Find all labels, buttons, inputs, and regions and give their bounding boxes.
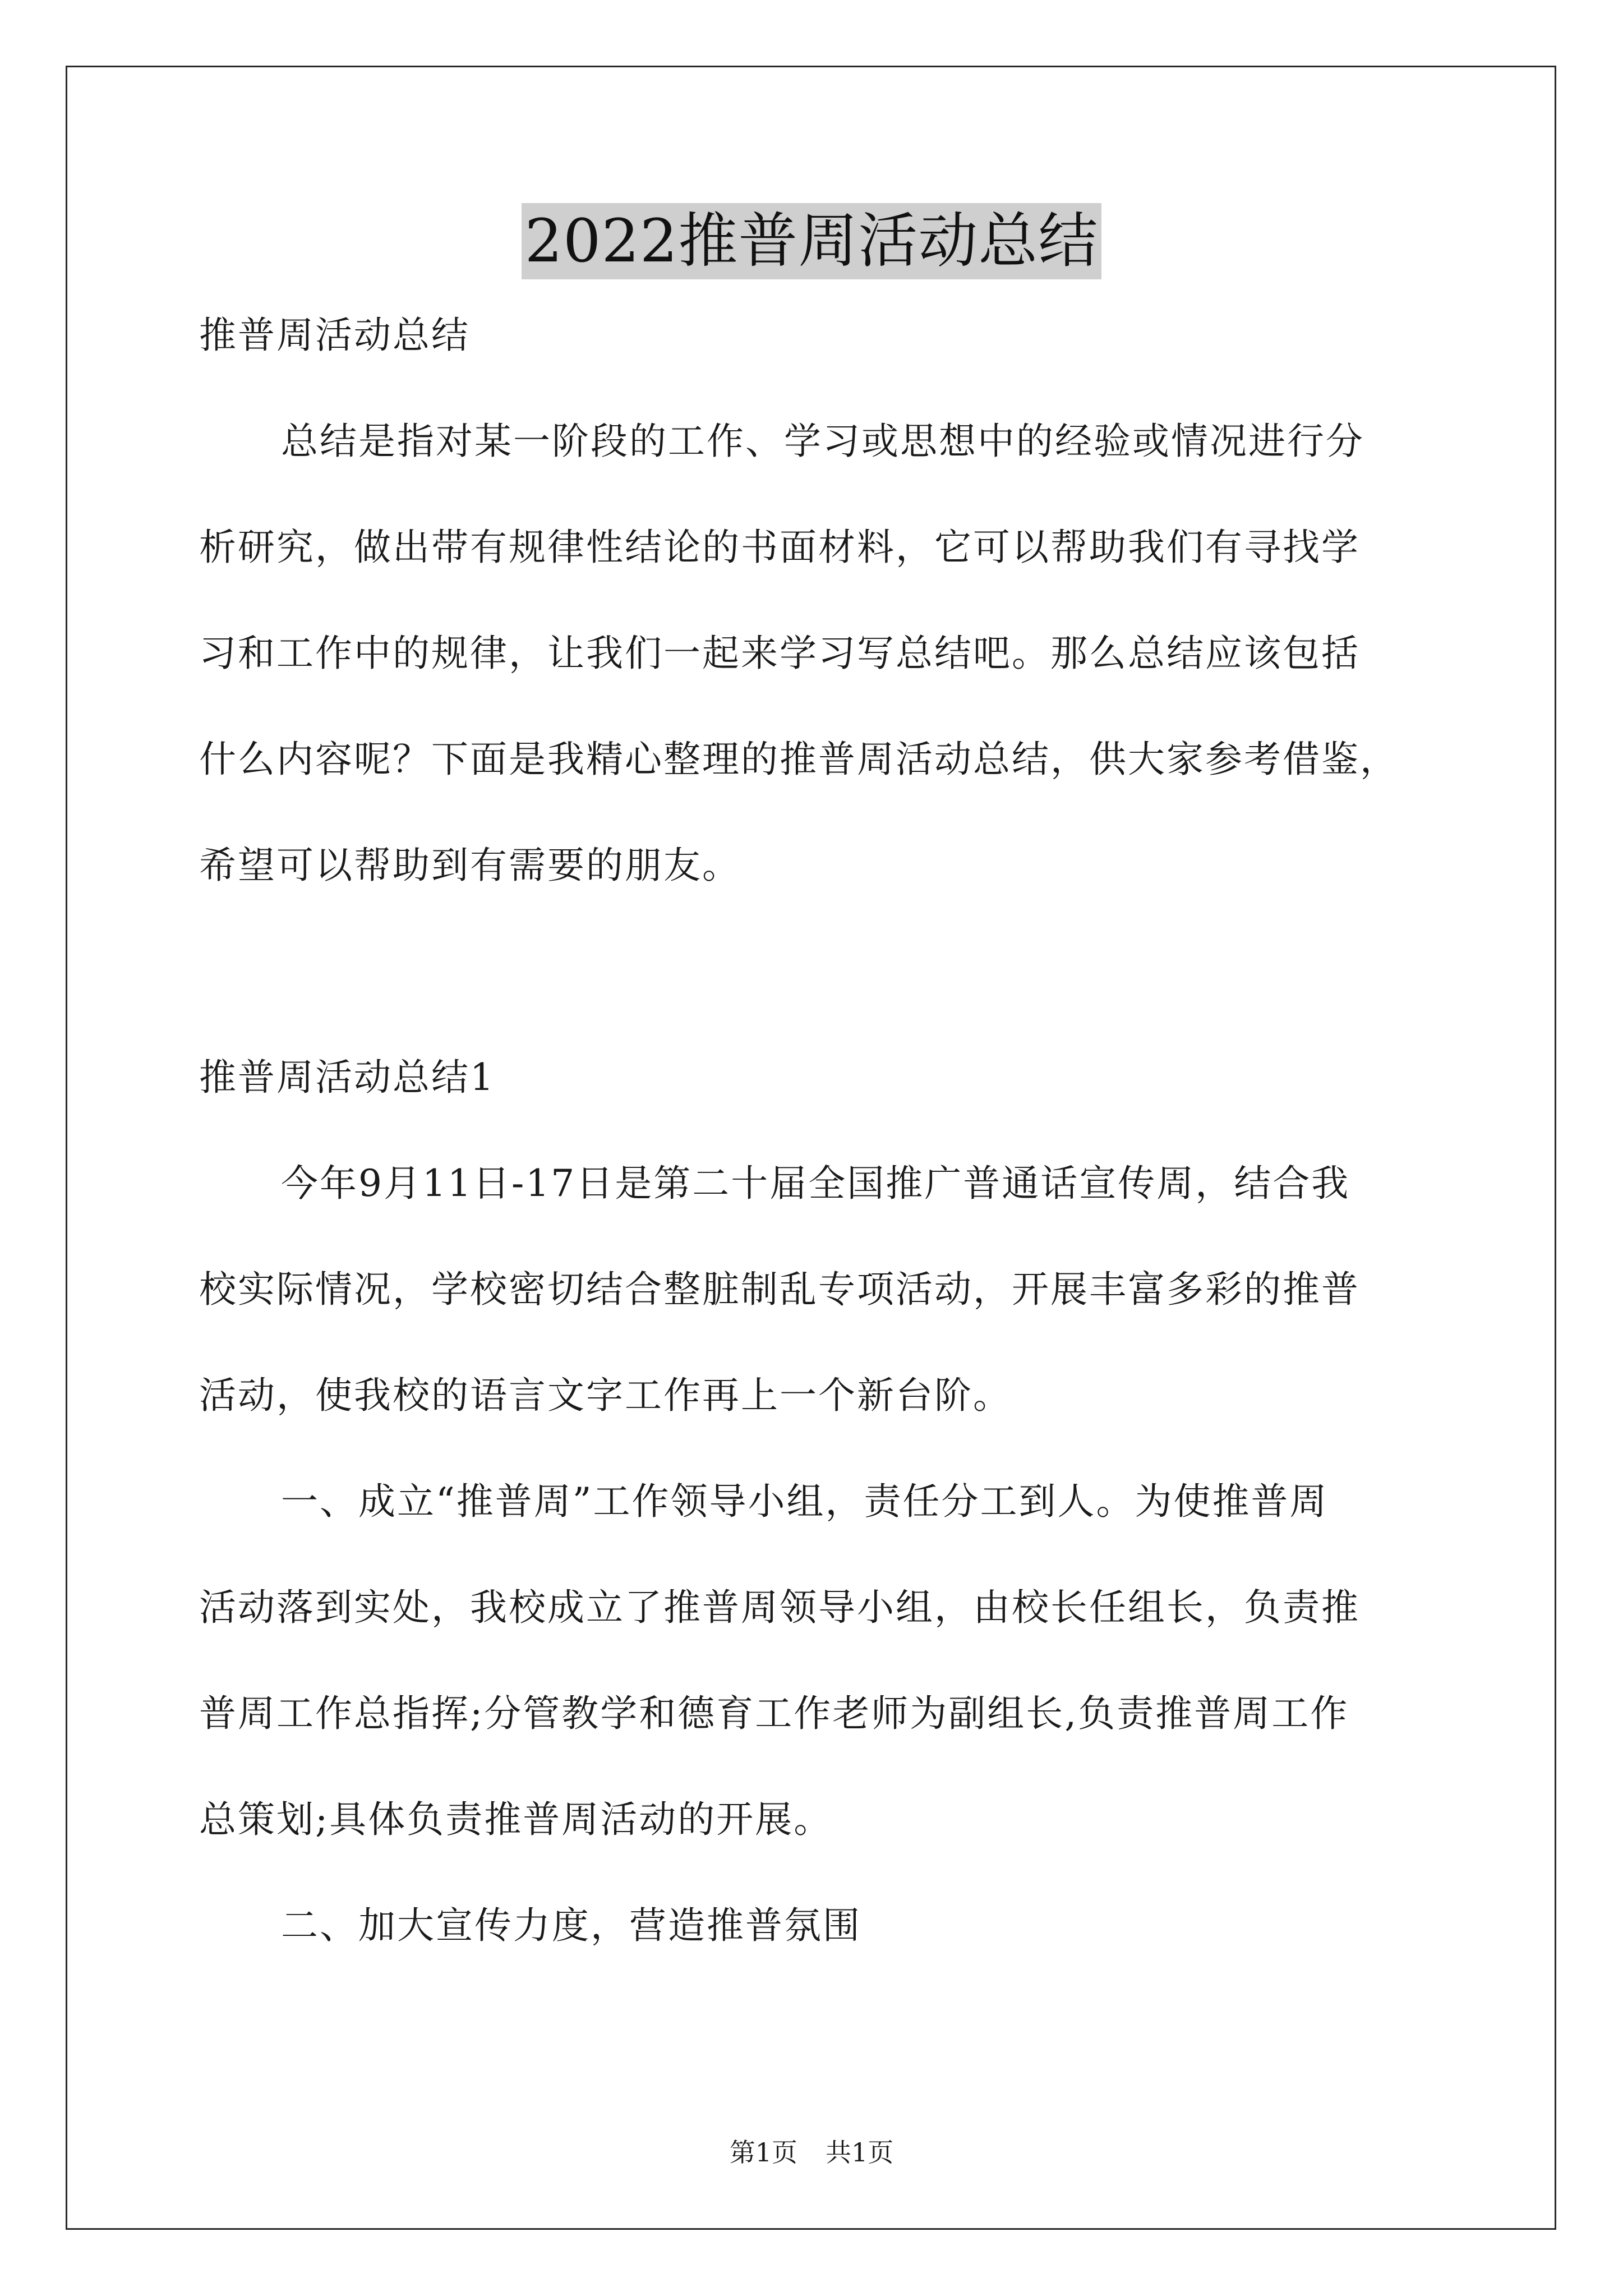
paragraph-line: 总策划;具体负责推普周活动的开展。 [199, 1798, 833, 1841]
intro-line: 习和工作中的规律，让我们一起来学习写总结吧。那么总结应该包括 [199, 632, 1360, 675]
document-subtitle: 推普周活动总结 [199, 314, 470, 357]
paragraph-line: 今年9月11日-17日是第二十届全国推广普通话宣传周，结合我 [281, 1162, 1350, 1205]
intro-line: 总结是指对某一阶段的工作、学习或思想中的经验或情况进行分 [281, 420, 1364, 463]
page-number-current: 第1页 [729, 2137, 797, 2168]
intro-line: 什么内容呢？下面是我精心整理的推普周活动总结，供大家参考借鉴， [199, 738, 1399, 781]
paragraph-line: 一、成立“推普周”工作领导小组，责任分工到人。为使推普周 [281, 1480, 1329, 1523]
paragraph-line: 活动落到实处，我校成立了推普周领导小组，由校长任组长，负责推 [199, 1586, 1360, 1629]
page-number-total: 共1页 [826, 2137, 894, 2168]
paragraph-line: 普周工作总指挥;分管教学和德育工作老师为副组长,负责推普周工作 [199, 1692, 1349, 1735]
intro-line: 析研究，做出带有规律性结论的书面材料，它可以帮助我们有寻找学 [199, 526, 1360, 569]
section-spacer [199, 945, 1433, 1051]
paragraph-line: 二、加大宣传力度，营造推普氛围 [281, 1904, 861, 1947]
paragraph-line: 校实际情况，学校密切结合整脏制乱专项活动，开展丰富多彩的推普 [199, 1268, 1360, 1311]
paragraph-line: 活动，使我校的语言文字工作再上一个新台阶。 [199, 1374, 1012, 1417]
section-heading: 推普周活动总结1 [199, 1056, 495, 1099]
document-body [199, 309, 1433, 2005]
intro-line: 希望可以帮助到有需要的朋友。 [199, 844, 741, 887]
page-footer [0, 2136, 1623, 2169]
title-container [0, 203, 1623, 279]
document-title: 2022推普周活动总结 [522, 203, 1102, 279]
